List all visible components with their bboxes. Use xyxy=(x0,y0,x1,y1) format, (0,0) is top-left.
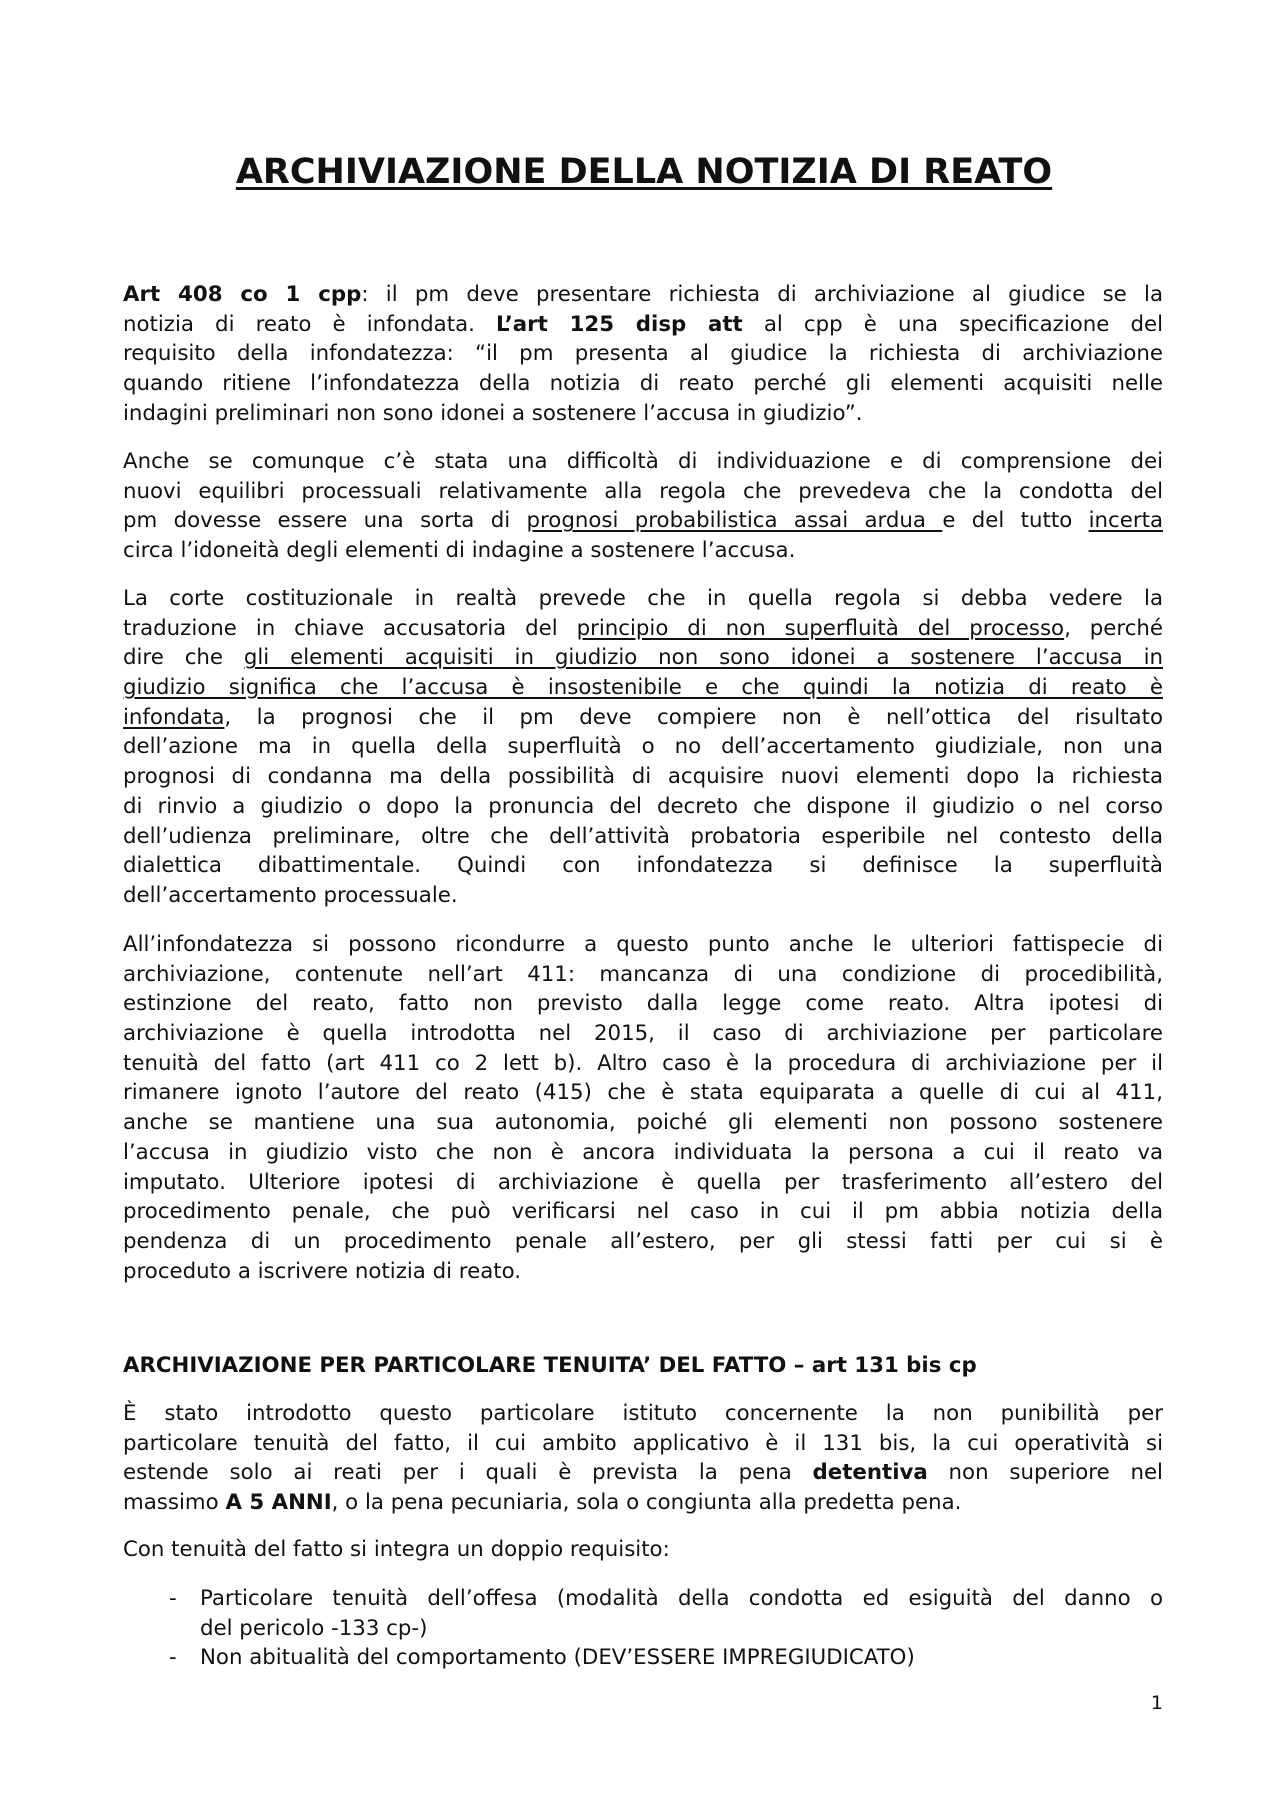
list-item-line: del pericolo -133 cp-) xyxy=(200,1615,428,1641)
text-line xyxy=(123,822,1163,852)
text-line xyxy=(123,310,1163,340)
text-run: Anche se comunque c’è stata una difficoltà di individuazione e di comprensione dei xyxy=(123,449,1163,474)
list-item xyxy=(123,1643,1163,1673)
underlined-text: principio di non superfluità del processo xyxy=(576,615,1065,641)
text-run: requisito della infondatezza: “il pm presenta al giudice la richiesta di archiviazione xyxy=(123,341,1163,367)
text-line xyxy=(123,703,1163,733)
paragraph-art-408 xyxy=(123,280,1163,428)
text-line xyxy=(123,1197,1163,1227)
text-line xyxy=(123,447,1163,477)
text-run: Con tenuità del fatto si integra un doppio requisito: xyxy=(123,1537,670,1562)
text-run: e del tutto xyxy=(942,508,1089,534)
text-line xyxy=(123,1458,1163,1488)
text-run: archiviazione è quella introdotta nel 2015, il caso di archiviazione per particolare xyxy=(123,1021,1163,1047)
text-run: traduzione in chiave accusatoria del xyxy=(123,615,577,641)
text-run: l’accusa in giudizio visto che non è ancora individuata la persona a cui il reato va xyxy=(123,1139,1163,1165)
list-item-line: Particolare tenuità dell’offesa (modalità della condotta ed esiguità del danno o xyxy=(200,1586,1163,1611)
text-run: La corte costituzionale in realtà prevede che in quella regola si debba vedere la xyxy=(123,586,1163,611)
dash-bullet-icon: - xyxy=(169,1586,177,1611)
text-run: , perché xyxy=(1064,615,1163,641)
text-line xyxy=(123,960,1163,990)
dash-bullet-icon: - xyxy=(169,1645,177,1671)
text-run: non superiore nel xyxy=(927,1460,1163,1486)
list-item xyxy=(123,1584,1163,1643)
paragraph-fattispecie xyxy=(123,930,1163,1286)
text-run: anche se mantiene una sua autonomia, poiché gli elementi non possono sostenere xyxy=(123,1110,1163,1136)
text-run: tenuità del fatto (art 411 co 2 lett b). Altro caso è la procedura di archiviazione per il xyxy=(123,1050,1163,1076)
text-line xyxy=(123,1078,1163,1108)
text-run: procedimento penale, che può verificarsi nel caso in cui il pm abbia notizia della xyxy=(123,1199,1163,1225)
text-line xyxy=(123,1488,1163,1518)
text-run: indagini preliminari non sono idonei a sostenere l’accusa in giudizio”. xyxy=(123,400,863,426)
underlined-text: prognosi probabilistica assai ardua xyxy=(526,508,943,534)
paragraph-prognosi xyxy=(123,447,1163,566)
text-run: dell’udienza preliminare, oltre che dell’attività probatoria esperibile nel contesto della xyxy=(123,823,1163,849)
text-run: circa l’idoneità degli elementi di indagine a sostenere l’accusa. xyxy=(123,538,796,564)
underlined-text: giudizio significa che l’accusa è insostenibile e che quindi la notizia di reato è xyxy=(123,675,1163,701)
text-line xyxy=(123,1168,1163,1198)
text-line xyxy=(123,536,1163,566)
underlined-text: incerta xyxy=(1088,508,1163,534)
text-run: estinzione del reato, fatto non previsto dalla legge come reato. Altra ipotesi di xyxy=(123,991,1163,1017)
text-line xyxy=(123,851,1163,881)
text-line xyxy=(123,643,1163,673)
text-line xyxy=(123,584,1163,614)
paragraph-doppio-requisito xyxy=(123,1535,1163,1565)
bold-text: L’art 125 disp att xyxy=(496,311,743,337)
bold-text: Art 408 co 1 cpp xyxy=(123,282,362,307)
text-run: proceduto a iscrivere notizia di reato. xyxy=(123,1258,522,1284)
paragraph-corte-costituzionale xyxy=(123,584,1163,911)
list-item-line: Non abitualità del comportamento (DEV’ESSERE IMPREGIUDICATO) xyxy=(200,1645,915,1671)
text-line xyxy=(123,614,1163,644)
text-run: rimanere ignoto l’autore del reato (415) che è stata equiparata a quelle di cui al 411, xyxy=(123,1080,1163,1106)
text-line xyxy=(123,1429,1163,1459)
text-run: dell’accertamento processuale. xyxy=(123,882,458,908)
text-run: nuovi equilibri processuali relativamente alla regola che prevedeva che la condotta del xyxy=(123,478,1163,504)
text-line xyxy=(123,1257,1163,1287)
text-line xyxy=(123,1108,1163,1138)
text-line xyxy=(123,1019,1163,1049)
text-run: pm dovesse essere una sorta di xyxy=(123,508,527,534)
text-line xyxy=(123,881,1163,911)
requirements-list xyxy=(123,1584,1163,1673)
text-line xyxy=(123,339,1163,369)
text-run: imputato. Ulteriore ipotesi di archiviazione è quella per trasferimento all’estero del xyxy=(123,1169,1163,1195)
text-run: di rinvio a giudizio o dopo la pronuncia del decreto che dispone il giudizio o nel corso xyxy=(123,793,1163,819)
text-line xyxy=(123,930,1163,960)
text-run: massimo xyxy=(123,1490,226,1516)
text-run: dialettica dibattimentale. Quindi con infondatezza si definisce la superfluità xyxy=(123,853,1163,879)
page-number: 1 xyxy=(1150,1692,1163,1714)
text-run: All’infondatezza si possono ricondurre a questo punto anche le ulteriori fattispecie di xyxy=(123,932,1163,957)
text-line xyxy=(123,673,1163,703)
section-heading: ARCHIVIAZIONE PER PARTICOLARE TENUITA’ DEL FATTO – art 131 bis cp xyxy=(123,1353,977,1378)
text-run: , la prognosi che il pm deve compiere non è nell’ottica del risultato xyxy=(224,704,1163,730)
text-run: , o la pena pecuniaria, sola o congiunta alla predetta pena. xyxy=(331,1490,962,1516)
bold-text: A 5 ANNI xyxy=(225,1490,332,1516)
text-run: dell’azione ma in quella della superfluità o no dell’accertamento giudiziale, non una xyxy=(123,734,1163,760)
text-line xyxy=(123,762,1163,792)
bold-text: detentiva xyxy=(812,1460,928,1486)
text-line xyxy=(123,1399,1163,1429)
text-run: notizia di reato è infondata. xyxy=(123,311,497,337)
text-line xyxy=(123,732,1163,762)
text-run: archiviazione, contenute nell’art 411: mancanza di una condizione di procedibilità, xyxy=(123,961,1163,987)
text-line xyxy=(123,399,1163,429)
text-line xyxy=(123,1049,1163,1079)
text-run: al cpp è una specificazione del xyxy=(742,311,1163,337)
text-line xyxy=(123,792,1163,822)
document-title: ARCHIVIAZIONE DELLA NOTIZIA DI REATO xyxy=(235,152,1053,192)
text-line xyxy=(123,280,1163,310)
paragraph-tenuita xyxy=(123,1399,1163,1518)
text-run: prognosi di condanna ma della possibilità di acquisire nuovi elementi dopo la richiesta xyxy=(123,764,1163,790)
text-run: particolare tenuità del fatto, il cui ambito applicativo è il 131 bis, la cui operatività si xyxy=(123,1430,1163,1456)
text-line xyxy=(123,369,1163,399)
text-line xyxy=(123,989,1163,1019)
text-run: pendenza di un procedimento penale all’estero, per gli stessi fatti per cui si è xyxy=(123,1228,1163,1254)
underlined-text: infondata xyxy=(123,704,225,730)
text-line xyxy=(123,506,1163,536)
underlined-text: gli elementi acquisiti in giudizio non sono idonei a sostenere l’accusa in xyxy=(243,645,1163,671)
text-line xyxy=(123,477,1163,507)
text-run: quando ritiene l’infondatezza della notizia di reato perché gli elementi acquisiti nelle xyxy=(123,371,1163,397)
text-run: dire che xyxy=(123,645,244,671)
text-line xyxy=(123,1138,1163,1168)
text-run: È stato introdotto questo particolare istituto concernente la non punibilità per xyxy=(123,1401,1163,1426)
text-line xyxy=(123,1535,1163,1565)
text-line xyxy=(123,1227,1163,1257)
text-run: estende solo ai reati per i quali è prevista la pena xyxy=(123,1460,813,1486)
text-run: : il pm deve presentare richiesta di archiviazione al giudice se la xyxy=(361,282,1163,307)
